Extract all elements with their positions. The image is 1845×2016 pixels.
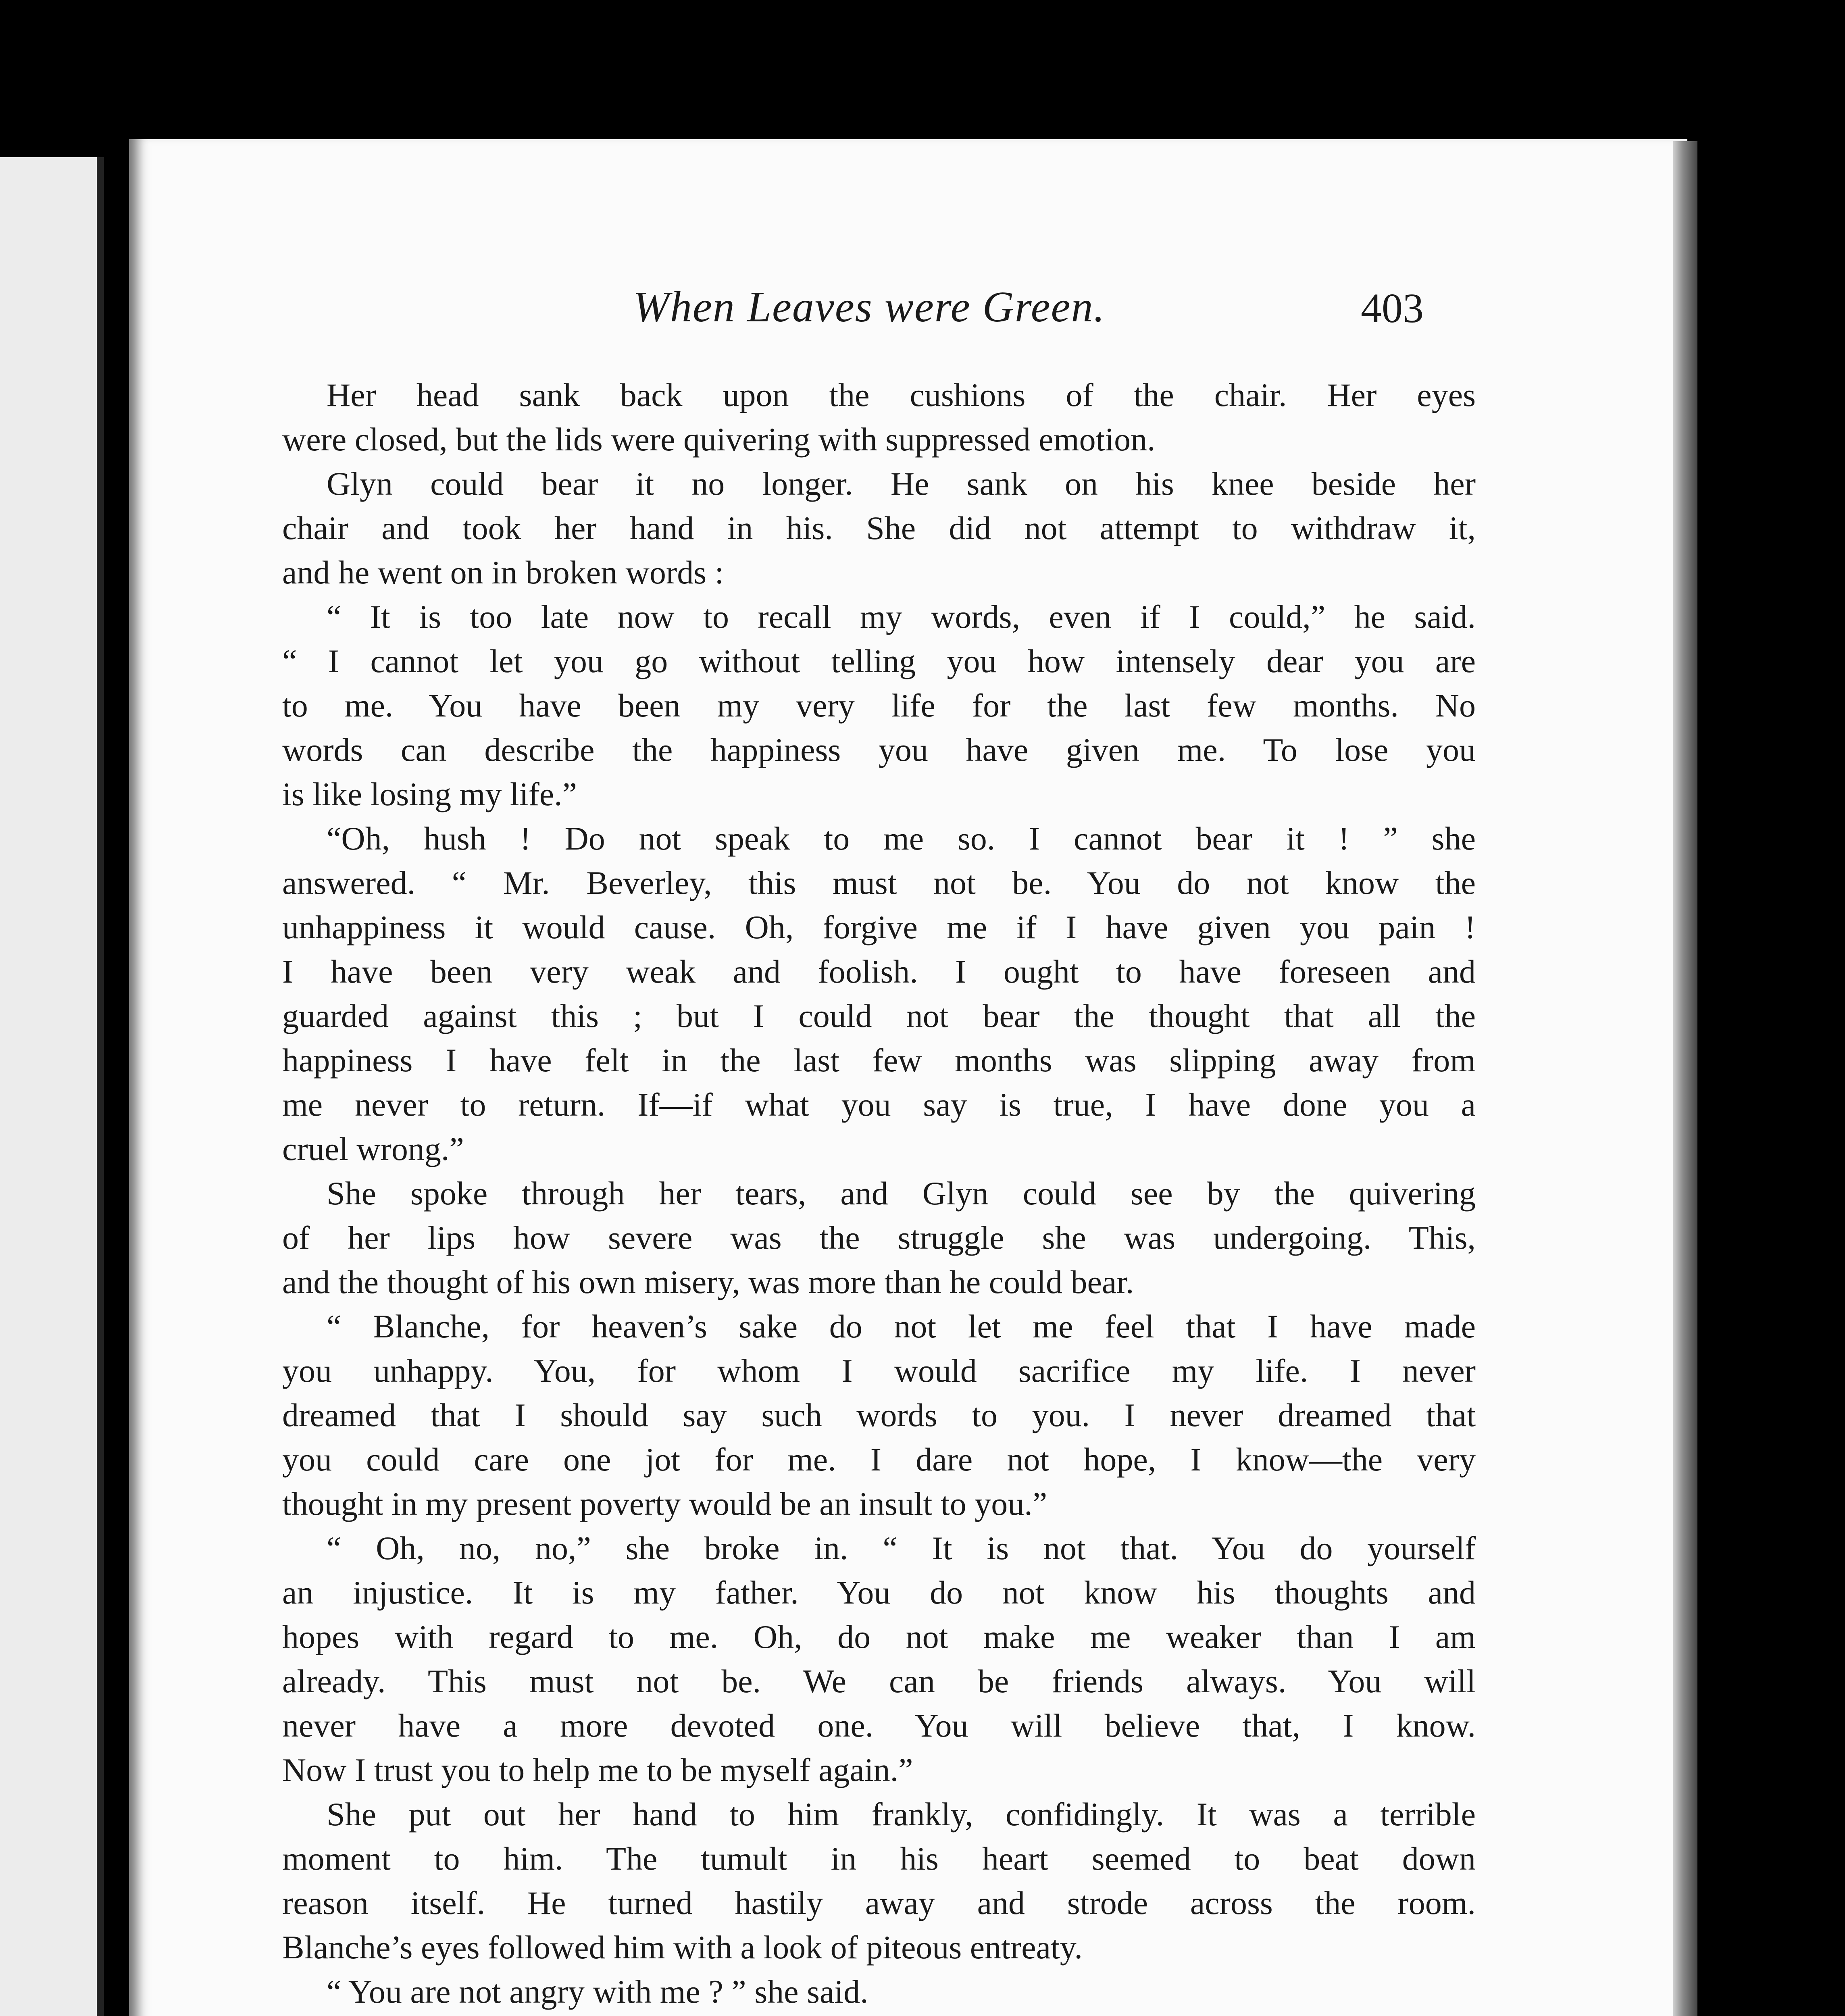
page-number: 403: [1361, 285, 1424, 331]
text-line: guarded against this ; but I could not bear the thought that all the: [282, 998, 1476, 1034]
text-line: “ Oh, no, no,” she broke in. “ It is not that. You do yourself: [327, 1530, 1476, 1566]
running-title: When Leaves were Green.: [633, 283, 1106, 331]
text-line: “ Blanche, for heaven’s sake do not let me feel that I have made: [327, 1308, 1476, 1345]
text-line: and he went on in broken words :: [282, 554, 724, 591]
text-line: chair and took her hand in his. She did not attempt to withdraw it,: [282, 510, 1476, 546]
text-line: “ I cannot let you go without telling you how intensely dear you are: [282, 643, 1476, 679]
text-line: Blanche’s eyes followed him with a look of piteous entreaty.: [282, 1929, 1083, 1966]
text-line: to me. You have been my very life for the last few months. No: [282, 687, 1476, 724]
text-line: Now I trust you to help me to be myself again.”: [282, 1752, 913, 1788]
text-line: dreamed that I should say such words to you. I never dreamed that: [282, 1397, 1476, 1433]
text-line: of her lips how severe was the struggle she was undergoing. This,: [282, 1219, 1476, 1256]
text-line: already. This must not be. We can be friends always. You will: [282, 1663, 1476, 1699]
text-line: She put out her hand to him frankly, confidingly. It was a terrible: [327, 1796, 1476, 1833]
text-line: never have a more devoted one. You will believe that, I know.: [282, 1707, 1476, 1744]
text-line: me never to return. If—if what you say is true, I have done you a: [282, 1086, 1476, 1123]
text-line: answered. “ Mr. Beverley, this must not be. You do not know the: [282, 864, 1476, 901]
text-line: you unhappy. You, for whom I would sacrifice my life. I never: [282, 1352, 1476, 1389]
text-line: cruel wrong.”: [282, 1131, 464, 1167]
text-line: reason itself. He turned hastily away and strode across the room.: [282, 1885, 1476, 1921]
text-line: happiness I have felt in the last few months was slipping away from: [282, 1042, 1476, 1079]
text-line: words can describe the happiness you have given me. To lose you: [282, 731, 1476, 768]
text-line: [282, 2014, 1476, 2016]
body-text: [282, 373, 1476, 2016]
text-line: “Oh, hush ! Do not speak to me so. I cannot bear it ! ” she: [327, 820, 1476, 857]
page-gutter-shadow: [1673, 141, 1697, 2016]
text-line: and the thought of his own misery, was more than he could bear.: [282, 1264, 1134, 1300]
text-line: were closed, but the lids were quivering with suppressed emotion.: [282, 421, 1156, 458]
facing-page-edge: [0, 157, 104, 2016]
text-line: hopes with regard to me. Oh, do not make me weaker than I am: [282, 1618, 1476, 1655]
text-line: “ You are not angry with me ? ” she said.: [327, 1973, 868, 2010]
text-line: an injustice. It is my father. You do not know his thoughts and: [282, 1574, 1476, 1611]
text-line: moment to him. The tumult in his heart seemed to beat down: [282, 1840, 1476, 1877]
text-line: you could care one jot for me. I dare not hope, I know—the very: [282, 1441, 1476, 1478]
text-line: Glyn could bear it no longer. He sank on his knee beside her: [327, 465, 1476, 502]
text-line: is like losing my life.”: [282, 776, 577, 812]
text-line: Her head sank back upon the cushions of the chair. Her eyes: [327, 377, 1476, 413]
text-line: I have been very weak and foolish. I ought to have foreseen and: [282, 953, 1476, 990]
text-line: unhappiness it would cause. Oh, forgive me if I have given you pain !: [282, 909, 1476, 946]
text-line: “ It is too late now to recall my words, even if I could,” he said.: [327, 598, 1476, 635]
text-line: thought in my present poverty would be an insult to you.”: [282, 1485, 1047, 1522]
text-line: She spoke through her tears, and Glyn could see by the quivering: [327, 1175, 1476, 1212]
